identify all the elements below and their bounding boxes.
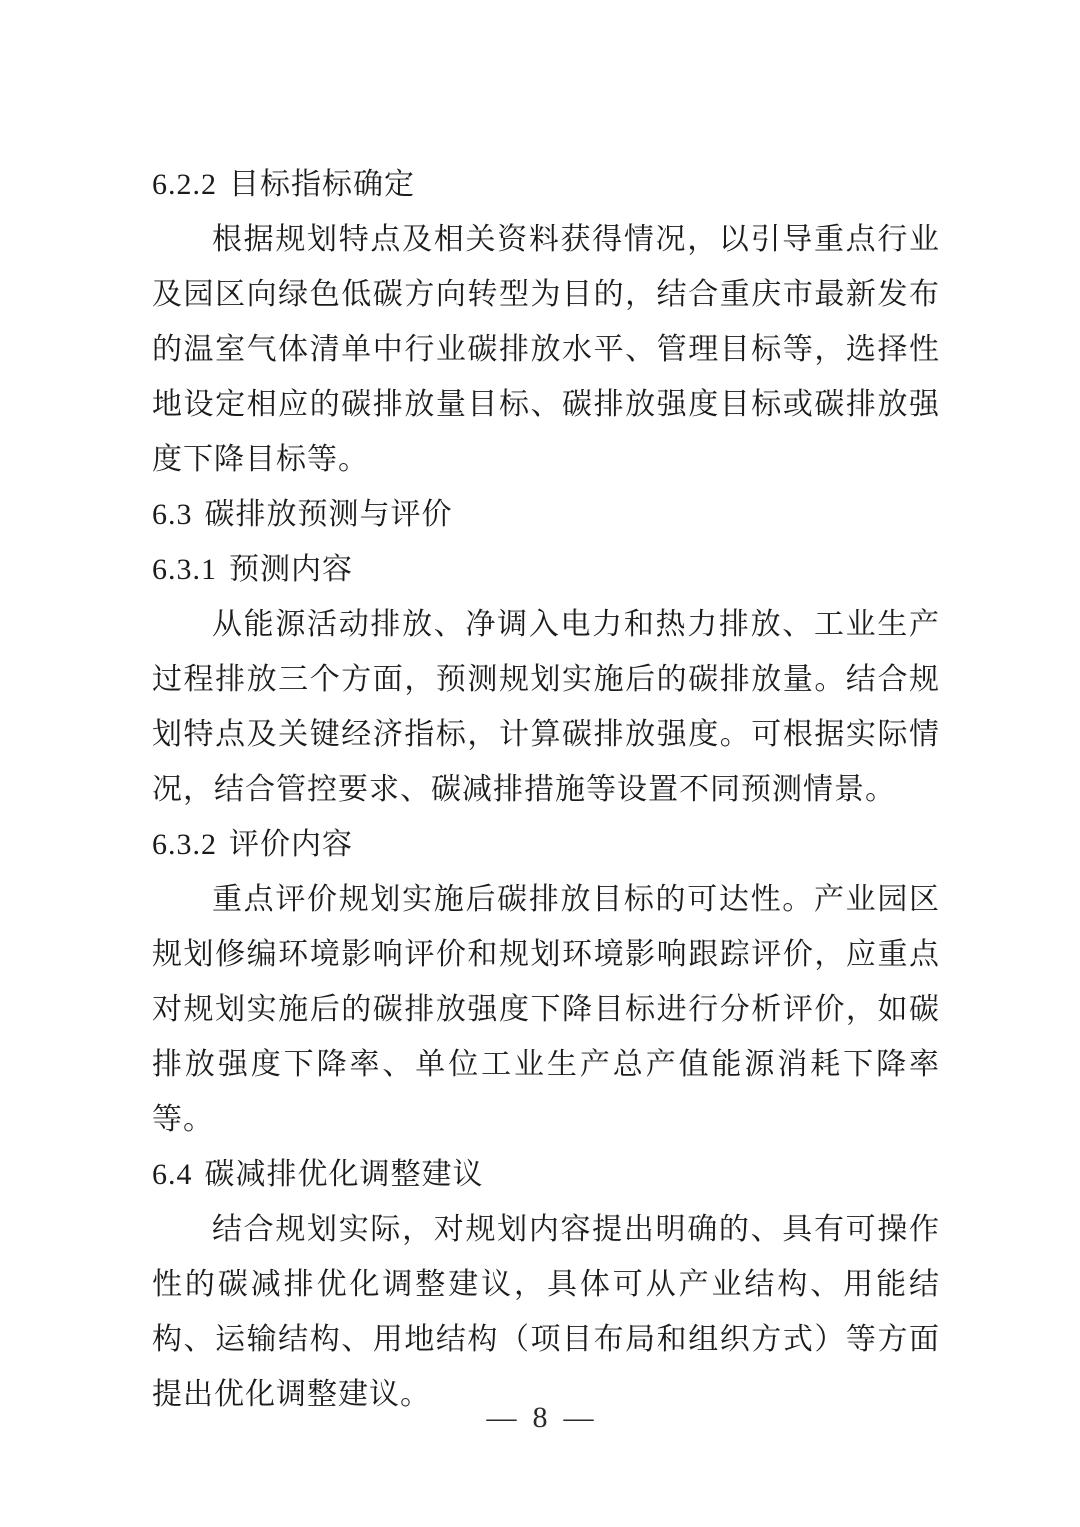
footer-page-number: 8 [532, 1401, 548, 1434]
footer-dash-right: — [563, 1401, 594, 1434]
heading-title: 碳排放预测与评价 [204, 498, 453, 531]
paragraph-optimization-suggestions: 结合规划实际，对规划内容提出明确的、具有可操作性的碳减排优化调整建议，具体可从产业结构、用能结构、运输结构、用地结构（项目布局和组织方式）等方面提出优化调整建议。 [152, 1213, 940, 1411]
heading-title: 预测内容 [229, 553, 353, 586]
heading-number: 6.2.2 [152, 168, 217, 201]
heading-6-3-1 [152, 542, 940, 597]
heading-number: 6.4 [152, 1158, 193, 1191]
heading-title: 碳减排优化调整建议 [204, 1158, 484, 1191]
heading-number: 6.3 [152, 498, 193, 531]
heading-6-4 [152, 1147, 940, 1202]
heading-number: 6.3.1 [152, 553, 217, 586]
paragraph-goal-indicators: 根据规划特点及相关资料获得情况，以引导重点行业及园区向绿色低碳方向转型为目的，结合重庆市最新发布的温室气体清单中行业碳排放水平、管理目标等，选择性地设定相应的碳排放量目标、碳排放强度目标或碳排放强度下降目标等。 [152, 223, 940, 476]
heading-title: 评价内容 [229, 828, 353, 861]
heading-6-2-2 [152, 157, 940, 212]
heading-6-3-2 [152, 817, 940, 872]
heading-title: 目标指标确定 [229, 168, 415, 201]
paragraph-evaluation-content: 重点评价规划实施后碳排放目标的可达性。产业园区规划修编环境影响评价和规划环境影响跟踪评价，应重点对规划实施后的碳排放强度下降目标进行分析评价，如碳排放强度下降率、单位工业生产总产值能源消耗下降率等。 [152, 883, 940, 1136]
document-content [152, 157, 940, 1422]
page-footer [0, 1398, 1080, 1438]
paragraph-prediction-content: 从能源活动排放、净调入电力和热力排放、工业生产过程排放三个方面，预测规划实施后的碳排放量。结合规划特点及关键经济指标，计算碳排放强度。可根据实际情况，结合管控要求、碳减排措施等设置不同预测情景。 [152, 608, 940, 806]
footer-dash-left: — [486, 1401, 517, 1434]
heading-number: 6.3.2 [152, 828, 217, 861]
heading-6-3 [152, 487, 940, 542]
